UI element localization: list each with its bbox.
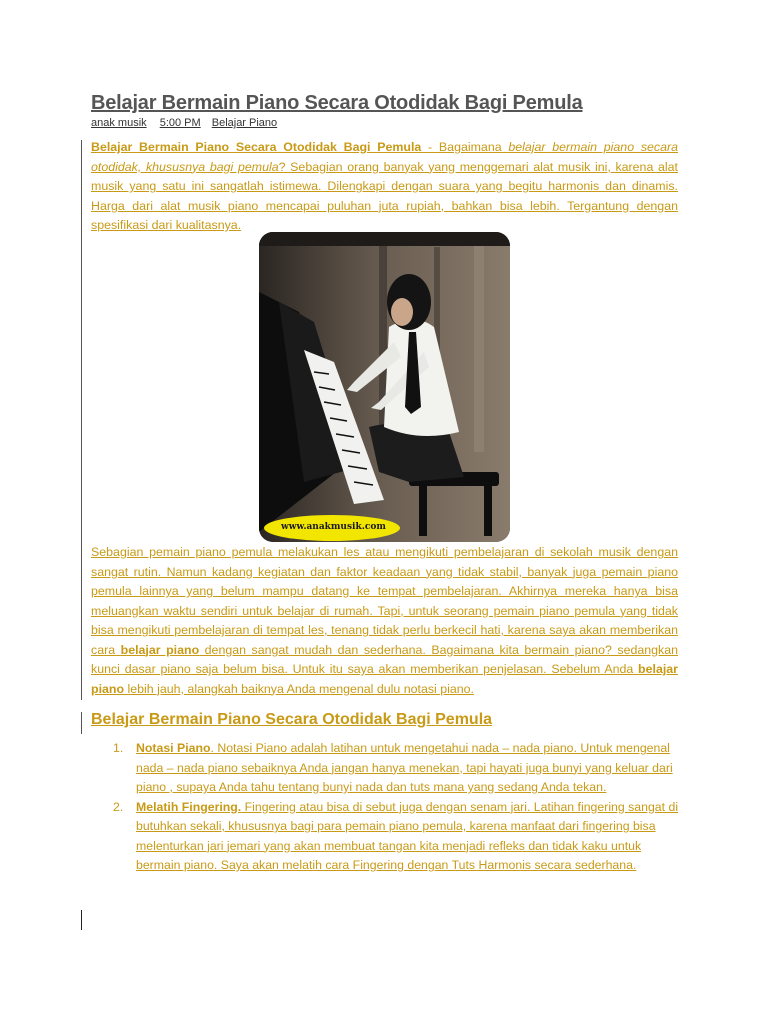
list-item-title[interactable]: Melatih Fingering. (136, 799, 242, 814)
section-heading[interactable]: Belajar Bermain Piano Secara Otodidak Bagi Pemula (91, 711, 493, 728)
author-link[interactable]: anak musik (91, 117, 147, 129)
time-link[interactable]: 5:00 PM (159, 117, 201, 129)
article-title[interactable]: Belajar Bermain Piano Secara Otodidak Bagi Pemula (91, 92, 583, 114)
intro-body: ? Sebagian orang banyak yang menggemari alat musik ini, karena alat musik yang satu ini sangatlah istimewa. Dilengkapi dengan suara yang begitu harmonis dan dinamis. Harga dari alat musik piano mencapai puluhan juta rupiah, bahkan bisa lebih. Tergantung dengan spesifikasi dari kualitasnya. (91, 159, 678, 232)
list-item[interactable] (113, 798, 683, 876)
steps-list (113, 739, 683, 876)
intro-lead-rest: - Bagaimana (421, 140, 509, 154)
image-watermark: www.anakmusik.com (281, 522, 386, 532)
intro-lead-bold[interactable]: Belajar Bermain Piano Secara Otodidak Bagi Pemula (91, 140, 422, 154)
para2-part2: dengan sangat mudah dan sederhana. Bagaimana kita bermain piano? sedangkan kunci dasar piano saja belum bisa. Untuk itu saya akan memberikan penjelasan. Sebelum Anda (91, 642, 678, 676)
body-paragraph[interactable] (91, 543, 678, 699)
piano-illustration (259, 232, 510, 542)
list-number: 1. (113, 741, 124, 755)
category-link[interactable]: Belajar Piano (211, 117, 278, 129)
margin-rule (81, 140, 82, 700)
para2-part1: Sebagian pemain piano pemula melakukan les atau mengikuti pembelajaran di sekolah musik dengan sangat rutin. Namun kadang kegiatan dan faktor keadaan yang tidak stabil, banyak juga pemain piano pemula lainnya yang belum mampu datang ke tempat pembelajaran. Akhirnya mereka hanya bisa meluangkan waktu sendiri untuk belajar di rumah. Tapi, untuk seorang pemain piano pemula yang tidak bisa mengikuti pembelajaran di tempat les, tenang tidak perlu berkecil hati, karena saya akan memberikan cara (91, 545, 678, 657)
list-item-text: Fingering atau bisa di sebut juga dengan senam jari. Latihan fingering sangat di butuhkan sekali, khususnya bagi para pemain piano pemula, karena manfaat dari fingering bisa melenturkan jari jemari yang akan membuat tangan kita menjadi refleks dan tidak kaku untuk bermain piano. Saya akan melatih cara Fingering dengan Tuts Harmonis secara sederhana. (136, 799, 679, 872)
belajar-piano-link[interactable]: belajar piano (120, 642, 200, 657)
article-meta (91, 117, 285, 129)
margin-rule (81, 910, 82, 930)
list-number: 2. (113, 799, 124, 814)
list-item[interactable] (113, 739, 683, 798)
para2-part3: lebih jauh, alangkah baiknya Anda mengenal dulu notasi piano. (124, 681, 475, 696)
belajar-piano-link[interactable]: belajar piano (91, 662, 678, 696)
intro-italic[interactable]: belajar bermain piano secara otodidak, khususnya bagi pemula (91, 140, 679, 174)
piano-photo (259, 232, 510, 542)
margin-rule (81, 712, 82, 734)
intro-paragraph[interactable] (91, 138, 678, 236)
list-item-title[interactable]: Notasi Piano (136, 741, 211, 755)
list-item-text: . Notasi Piano adalah latihan untuk mengetahui nada – nada piano. Untuk mengenal nada – nada piano sebaiknya Anda jangan hanya menekan, tapi hayati juga bunyi yang keluar dari piano , supaya Anda tahu tentang bunyi nada dan tuts mana yang sedang Anda tekan. (136, 741, 673, 794)
